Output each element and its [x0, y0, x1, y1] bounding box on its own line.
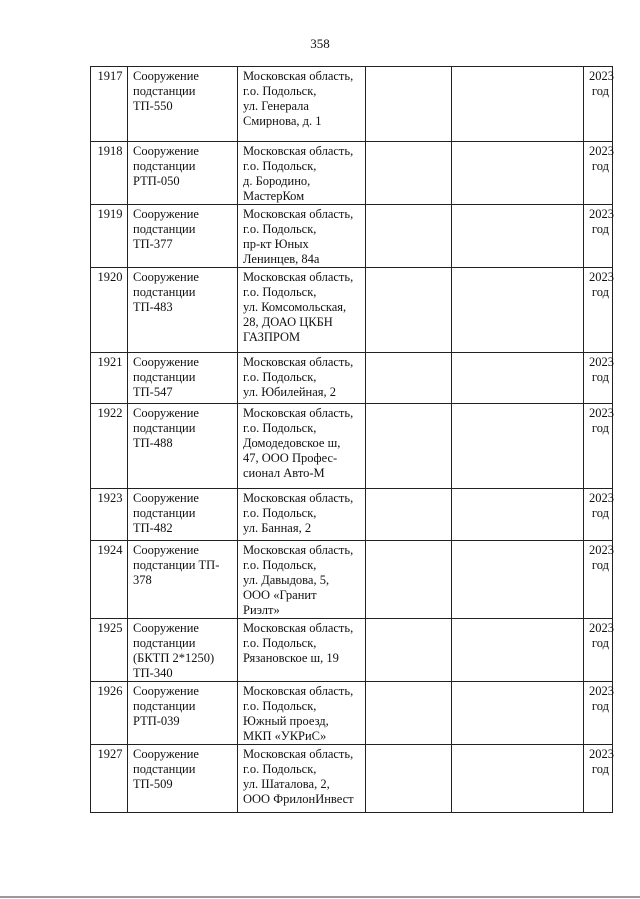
facility-name: Сооружение подстанции ТП-509: [128, 745, 238, 813]
table-row: [91, 541, 613, 619]
registry-table: [90, 66, 613, 813]
empty-cell: [366, 489, 452, 541]
row-number: 1920: [91, 268, 128, 353]
row-number: 1917: [91, 67, 128, 142]
facility-name: Сооружение подстанции РТП-039: [128, 682, 238, 745]
empty-cell: [366, 268, 452, 353]
empty-cell: [366, 541, 452, 619]
facility-name: Сооружение подстанции ТП-377: [128, 205, 238, 268]
table-row: [91, 404, 613, 489]
empty-cell: [452, 682, 584, 745]
facility-address: Московская область, г.о. Подольск, ул. Банная, 2: [238, 489, 366, 541]
facility-name: Сооружение подстанции ТП-550: [128, 67, 238, 142]
completion-year: 2023 год: [584, 541, 613, 619]
completion-year: 2023 год: [584, 619, 613, 682]
empty-cell: [452, 205, 584, 268]
empty-cell: [366, 67, 452, 142]
empty-cell: [452, 489, 584, 541]
facility-address: Московская область, г.о. Подольск, д. Бородино, МастерКом: [238, 142, 366, 205]
facility-address: Московская область, г.о. Подольск, ул. Генерала Смирнова, д. 1: [238, 67, 366, 142]
row-number: 1919: [91, 205, 128, 268]
empty-cell: [366, 682, 452, 745]
table-row: [91, 142, 613, 205]
completion-year: 2023 год: [584, 142, 613, 205]
completion-year: 2023 год: [584, 67, 613, 142]
row-number: 1923: [91, 489, 128, 541]
empty-cell: [452, 619, 584, 682]
completion-year: 2023 год: [584, 205, 613, 268]
facility-name: Сооружение подстанции ТП- 378: [128, 541, 238, 619]
facility-address: Московская область, г.о. Подольск, Южный проезд, МКП «УКРиС»: [238, 682, 366, 745]
row-number: 1918: [91, 142, 128, 205]
facility-address: Московская область, г.о. Подольск, ул. Юбилейная, 2: [238, 353, 366, 404]
facility-name: Сооружение подстанции ТП-488: [128, 404, 238, 489]
facility-name: Сооружение подстанции РТП-050: [128, 142, 238, 205]
table-row: [91, 353, 613, 404]
facility-name: Сооружение подстанции ТП-547: [128, 353, 238, 404]
page-number: 358: [310, 36, 330, 51]
facility-address: Московская область, г.о. Подольск, ул. Шаталова, 2, ООО ФрилонИнвест: [238, 745, 366, 813]
empty-cell: [452, 353, 584, 404]
empty-cell: [452, 404, 584, 489]
empty-cell: [366, 619, 452, 682]
facility-address: Московская область, г.о. Подольск, пр-кт Юных Ленинцев, 84а: [238, 205, 366, 268]
facility-address: Московская область, г.о. Подольск, Домодедовское ш, 47, ООО Профес- сионал Авто-М: [238, 404, 366, 489]
facility-name: Сооружение подстанции (БКТП 2*1250) ТП-340: [128, 619, 238, 682]
empty-cell: [452, 67, 584, 142]
facility-address: Московская область, г.о. Подольск, ул. Комсомольская, 28, ДОАО ЦКБН ГАЗПРОМ: [238, 268, 366, 353]
completion-year: 2023 год: [584, 489, 613, 541]
empty-cell: [452, 541, 584, 619]
row-number: 1927: [91, 745, 128, 813]
facility-address: Московская область, г.о. Подольск, ул. Давыдова, 5, ООО «Гранит Риэлт»: [238, 541, 366, 619]
table-row: [91, 205, 613, 268]
empty-cell: [366, 404, 452, 489]
empty-cell: [452, 745, 584, 813]
table-row: [91, 67, 613, 142]
row-number: 1926: [91, 682, 128, 745]
completion-year: 2023 год: [584, 268, 613, 353]
table-row: [91, 268, 613, 353]
empty-cell: [366, 745, 452, 813]
completion-year: 2023 год: [584, 745, 613, 813]
facility-name: Сооружение подстанции ТП-483: [128, 268, 238, 353]
completion-year: 2023 год: [584, 682, 613, 745]
table-row: [91, 745, 613, 813]
completion-year: 2023 год: [584, 353, 613, 404]
row-number: 1925: [91, 619, 128, 682]
empty-cell: [366, 142, 452, 205]
empty-cell: [452, 142, 584, 205]
table-row: [91, 619, 613, 682]
empty-cell: [366, 205, 452, 268]
completion-year: 2023 год: [584, 404, 613, 489]
facility-address: Московская область, г.о. Подольск, Рязановское ш, 19: [238, 619, 366, 682]
scan-edge-line: [0, 896, 640, 898]
table-row: [91, 489, 613, 541]
empty-cell: [452, 268, 584, 353]
row-number: 1922: [91, 404, 128, 489]
empty-cell: [366, 353, 452, 404]
row-number: 1921: [91, 353, 128, 404]
table-row: [91, 682, 613, 745]
facility-name: Сооружение подстанции ТП-482: [128, 489, 238, 541]
row-number: 1924: [91, 541, 128, 619]
